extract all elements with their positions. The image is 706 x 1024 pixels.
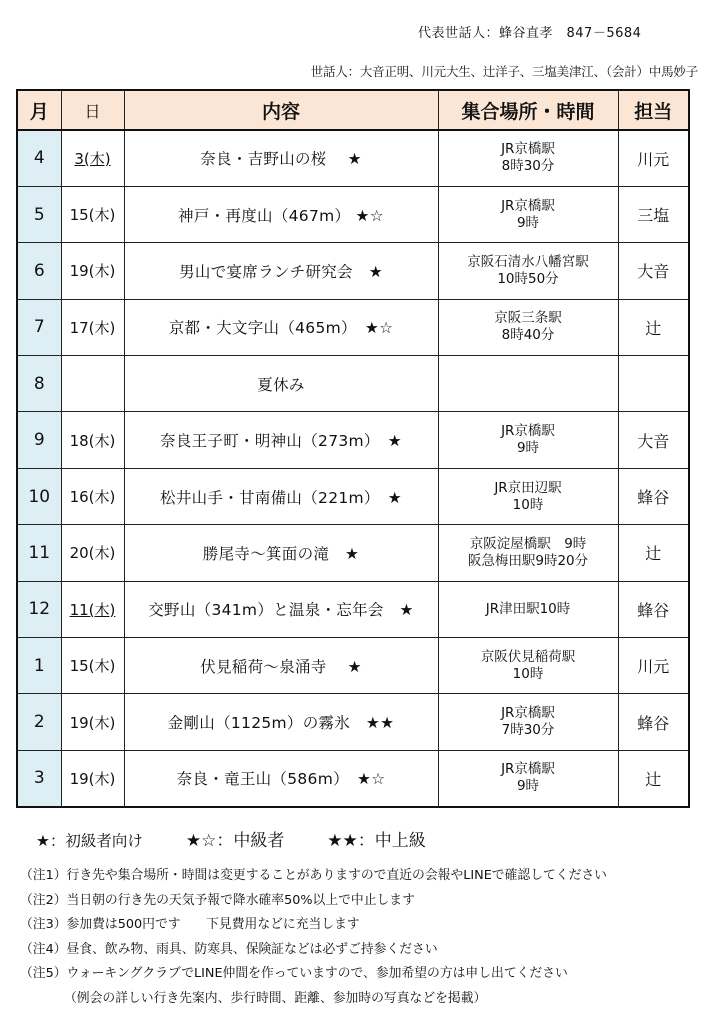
place-line-2: 8時40分 <box>501 327 555 344</box>
day-text: 19(木) <box>69 262 116 281</box>
place-line-2: 7時30分 <box>501 722 555 739</box>
cell-month <box>17 186 61 242</box>
cell-day <box>61 412 124 468</box>
place-line-1: 京阪石清水八幡宮駅 <box>467 253 589 270</box>
content-text: 松井山手・甘南備山（221m） ★ <box>160 488 402 507</box>
cell-content <box>124 694 438 750</box>
day-text: 18(木) <box>69 431 116 450</box>
cell-day <box>61 186 124 242</box>
content-text: 交野山（341m）と温泉・忘年会 ★ <box>148 601 414 620</box>
table-row <box>17 243 689 299</box>
cell-person <box>618 750 689 806</box>
cell-day <box>61 243 124 299</box>
content-text: 夏休み <box>257 375 305 394</box>
day-text: 3(木) <box>74 149 111 168</box>
cell-day <box>61 468 124 524</box>
place-line-2: 9時 <box>516 440 540 457</box>
table-row <box>17 694 689 750</box>
note-item: （注1）行き先や集合場所・時間は変更することがありますので直近の会報やLINEで確認してください <box>20 868 607 883</box>
cell-content <box>124 412 438 468</box>
place-line-2: 9時 <box>516 778 540 795</box>
content-text: 金剛山（1125m）の霧氷 ★★ <box>167 714 395 733</box>
cell-day <box>61 581 124 637</box>
cell-place <box>438 299 618 355</box>
place-line-1: JR京橋駅 <box>501 423 555 440</box>
person-text: 蜂谷 <box>637 600 670 620</box>
cell-person <box>618 525 689 581</box>
content-text: 神戸・再度山（467m） ★☆ <box>178 206 384 225</box>
cell-day <box>61 356 124 412</box>
cell-month <box>17 525 61 581</box>
day-text: 16(木) <box>69 488 116 507</box>
cell-content <box>124 525 438 581</box>
month-text: 6 <box>33 260 45 281</box>
cell-place <box>438 581 618 637</box>
place-line-2: 阪急梅田駅9時20分 <box>467 552 589 569</box>
cell-place <box>438 468 618 524</box>
cell-content <box>124 299 438 355</box>
cell-content <box>124 186 438 242</box>
cell-place <box>438 130 618 186</box>
place-line-2: 10時50分 <box>497 270 559 287</box>
content-text: 男山で宴席ランチ研究会 ★ <box>179 262 383 281</box>
day-text: 19(木) <box>69 713 116 732</box>
cell-month <box>17 243 61 299</box>
content-text: 京都・大文字山（465m） ★☆ <box>168 319 394 338</box>
cell-place <box>438 356 618 412</box>
header-day: 日 <box>61 90 124 130</box>
content-text: 勝尾寺～箕面の滝 ★ <box>202 544 360 563</box>
representative-contact: 代表世話人：蜂谷直孝 847－5684 <box>418 26 642 41</box>
cell-content <box>124 638 438 694</box>
month-text: 12 <box>28 599 51 620</box>
content-text: 奈良・竜王山（586m） ★☆ <box>176 770 386 789</box>
table-row <box>17 581 689 637</box>
cell-place <box>438 525 618 581</box>
note-item: （注4）昼食、飲み物、雨具、防寒具、保険証などは必ずご持参ください <box>20 941 438 957</box>
month-text: 2 <box>33 712 45 733</box>
cell-month <box>17 356 61 412</box>
place-line-1: 京阪淀屋橋駅 9時 <box>469 535 587 552</box>
cell-place <box>438 243 618 299</box>
cell-person <box>618 243 689 299</box>
cell-content <box>124 356 438 412</box>
cell-person <box>618 299 689 355</box>
table-row <box>17 412 689 468</box>
cell-month <box>17 299 61 355</box>
cell-place <box>438 412 618 468</box>
day-text: 20(木) <box>69 544 116 563</box>
person-text: 川元 <box>637 657 670 677</box>
cell-person <box>618 186 689 242</box>
month-text: 7 <box>33 317 45 338</box>
table-row <box>17 186 689 242</box>
cell-day <box>61 299 124 355</box>
cell-person <box>618 356 689 412</box>
cell-day <box>61 525 124 581</box>
day-text: 15(木) <box>69 206 116 225</box>
helpers-list: 世話人：大音正明、川元大生、辻洋子、三塩美津江、（会計）中馬妙子 <box>310 64 698 79</box>
cell-content <box>124 130 438 186</box>
place-line-1: 京阪伏見稲荷駅 <box>480 648 576 665</box>
table-row <box>17 130 689 186</box>
cell-month <box>17 750 61 806</box>
cell-person <box>618 638 689 694</box>
content-text: 伏見稲荷～泉涌寺 ★ <box>200 657 362 676</box>
person-text: 大音 <box>637 431 670 451</box>
header-place: 集合場所・時間 <box>438 90 618 130</box>
table-row <box>17 468 689 524</box>
cell-content <box>124 468 438 524</box>
person-text: 川元 <box>637 149 670 169</box>
place-line-1: JR京橋駅 <box>501 197 555 214</box>
person-text: 蜂谷 <box>637 713 670 733</box>
cell-content <box>124 243 438 299</box>
cell-month <box>17 468 61 524</box>
legend-intermediate: ★☆：中級者 <box>185 831 285 851</box>
cell-person <box>618 468 689 524</box>
place-line-2: 9時 <box>516 214 540 231</box>
legend-upper: ★★：中上級 <box>327 831 426 851</box>
table-row <box>17 356 689 412</box>
cell-place <box>438 694 618 750</box>
header-person: 担当 <box>618 90 689 130</box>
place-line-1: JR京橋駅 <box>501 761 555 778</box>
cell-day <box>61 750 124 806</box>
cell-month <box>17 130 61 186</box>
table-row <box>17 525 689 581</box>
cell-place <box>438 638 618 694</box>
place-line-1: JR京橋駅 <box>501 705 555 722</box>
cell-place <box>438 186 618 242</box>
cell-day <box>61 694 124 750</box>
content-text: 奈良・吉野山の桜 ★ <box>200 150 362 169</box>
month-text: 10 <box>28 486 51 507</box>
cell-person <box>618 412 689 468</box>
note-item: （注3）参加費は500円です 下見費用などに充当します <box>20 917 360 932</box>
place-line-1: JR京田辺駅 <box>494 479 562 496</box>
table-header-row <box>17 90 689 130</box>
header-content: 内容 <box>124 90 438 130</box>
day-text: 15(木) <box>69 657 116 676</box>
place-line-1: JR津田駅10時 <box>485 600 571 617</box>
place-line-2: 8時30分 <box>501 158 555 175</box>
note-sub-item: （例会の詳しい行き先案内、歩行時間、距離、参加時の写真などを掲載） <box>64 990 487 1006</box>
notes-section <box>20 864 690 1011</box>
month-text: 11 <box>28 542 51 563</box>
difficulty-legend <box>36 826 464 851</box>
month-text: 4 <box>33 148 45 169</box>
schedule-table <box>16 89 690 808</box>
table-row <box>17 638 689 694</box>
note-item: （注2）当日朝の行き先の天気予報で降水確率50%以上で中止します <box>20 892 415 908</box>
cell-content <box>124 581 438 637</box>
person-text: 蜂谷 <box>637 488 670 508</box>
place-line-1: JR京橋駅 <box>501 141 555 158</box>
person-text: 辻 <box>645 769 662 789</box>
table-row <box>17 750 689 806</box>
cell-month <box>17 694 61 750</box>
place-line-1: 京阪三条駅 <box>494 310 562 327</box>
cell-month <box>17 412 61 468</box>
place-line-2: 10時 <box>512 496 544 513</box>
day-text: 19(木) <box>69 769 116 788</box>
month-text: 5 <box>33 204 45 225</box>
legend-beginner: ★：初級者向け <box>36 832 143 850</box>
place-line-2: 10時 <box>512 665 544 682</box>
day-text: 11(木) <box>69 600 116 619</box>
cell-day <box>61 638 124 694</box>
person-text: 大音 <box>637 262 670 282</box>
cell-month <box>17 638 61 694</box>
person-text: 辻 <box>645 544 662 564</box>
cell-day <box>61 130 124 186</box>
cell-person <box>618 694 689 750</box>
month-text: 9 <box>33 430 45 451</box>
month-text: 3 <box>33 768 45 789</box>
cell-month <box>17 581 61 637</box>
person-text: 辻 <box>645 318 662 338</box>
day-text: 17(木) <box>69 318 116 337</box>
month-text: 1 <box>33 655 45 676</box>
content-text: 奈良王子町・明神山（273m） ★ <box>160 432 402 451</box>
month-text: 8 <box>33 373 45 394</box>
cell-place <box>438 750 618 806</box>
note-item: （注5）ウォーキングクラブでLINE仲間を作っていますので、参加希望の方は申し出てください <box>20 966 568 981</box>
cell-person <box>618 130 689 186</box>
cell-content <box>124 750 438 806</box>
table-row <box>17 299 689 355</box>
header-month: 月 <box>17 90 61 130</box>
person-text: 三塩 <box>637 206 670 226</box>
cell-person <box>618 581 689 637</box>
